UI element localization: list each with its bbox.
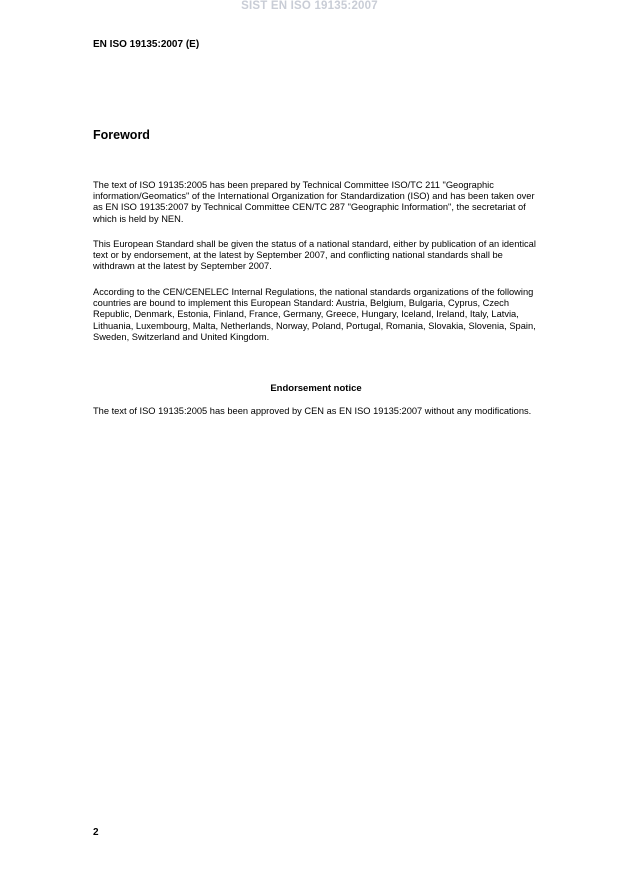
page-number: 2 — [93, 827, 99, 838]
foreword-paragraph-3: According to the CEN/CENELEC Internal Regulations, the national standards organizations of the following countries are bound to implement this European Standard: Austria, Belgium, Bulgaria, Cyprus, Czech Republic, Denmark, Estonia, Finland, France, Germany, Greece, Hungary, Iceland, Ireland, Italy, Latvia, Lithuania, Luxembourg, Malta, Netherlands, Norway, Poland, Portugal, Romania, Slovakia, Slovenia, Spain, Sweden, Switzerland and United Kingdom. — [93, 287, 536, 342]
foreword-title: Foreword — [93, 128, 150, 142]
document-id: EN ISO 19135:2007 (E) — [93, 39, 200, 50]
watermark: SIST EN ISO 19135:2007 — [241, 0, 378, 12]
endorsement-title: Endorsement notice — [270, 383, 362, 394]
endorsement-text: The text of ISO 19135:2005 has been approved by CEN as EN ISO 19135:2007 without any modifications. — [93, 406, 532, 416]
foreword-paragraph-2: This European Standard shall be given the status of a national standard, either by publication of an identical text or by endorsement, at the latest by September 2007, and conflicting national standards shall be withdrawn at the latest by September 2007. — [93, 239, 536, 272]
foreword-paragraph-1: The text of ISO 19135:2005 has been prepared by Technical Committee ISO/TC 211 "Geographic information/Geomatics" of the International Organization for Standardization (ISO) and has been taken over as EN ISO 19135:2007 by Technical Committee CEN/TC 287 "Geographic Information", the secretariat of which is held by NEN. — [93, 180, 535, 224]
